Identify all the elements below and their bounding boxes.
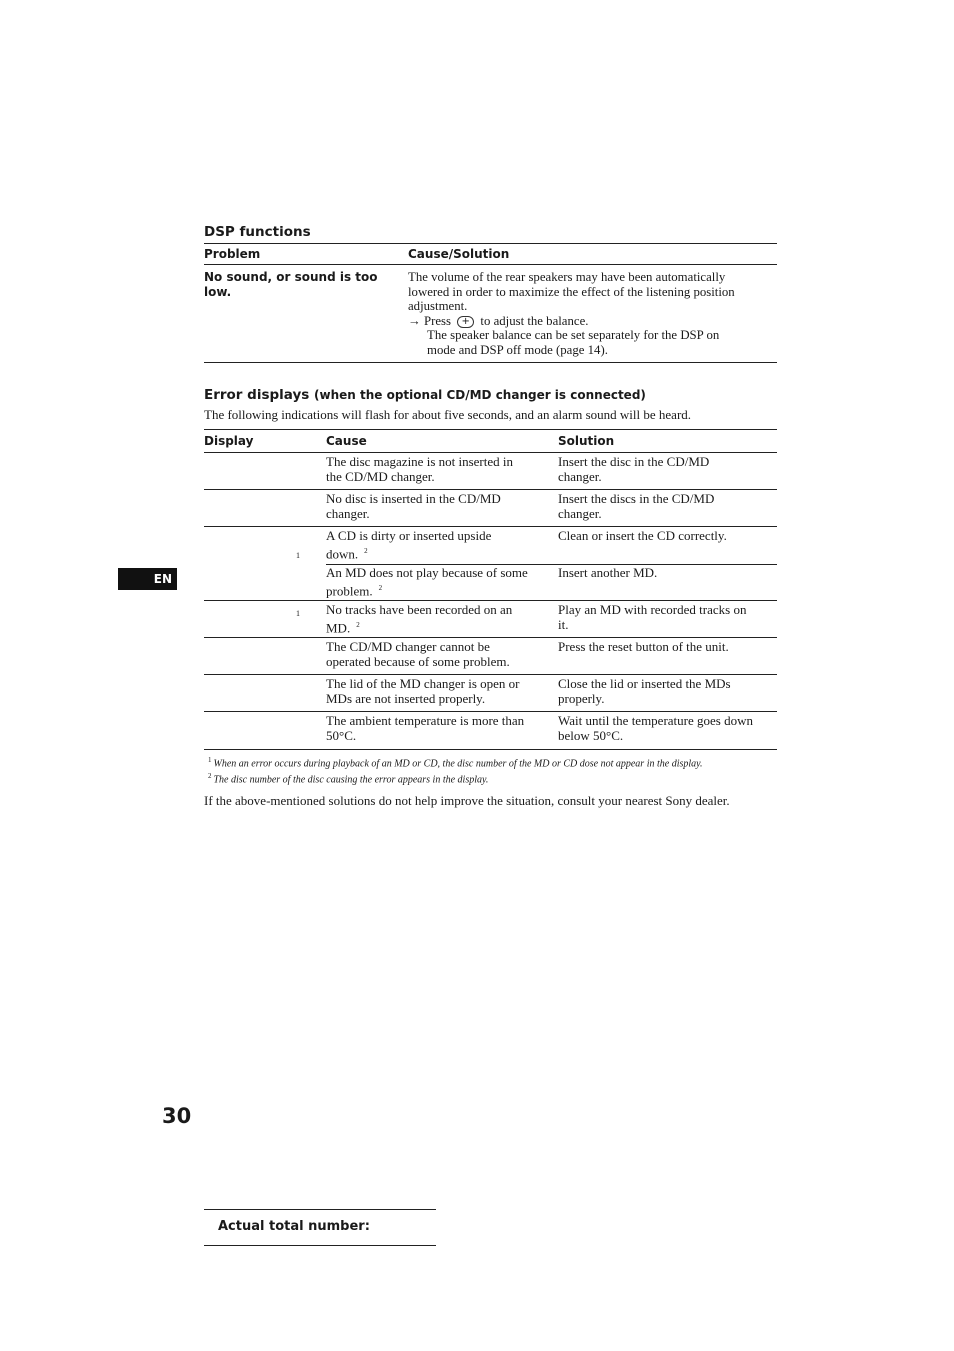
press-suffix: to adjust the balance. [480,313,589,328]
table-row [204,675,777,712]
solution-cell: Press the reset button of the unit. [558,639,729,654]
balance-note-line: mode and DSP off mode (page 14). [427,342,608,357]
footnote-ref: 2 [378,583,383,592]
cause-cell: The disc magazine is not inserted in the CD/MD changer. [326,454,514,484]
display-cell [204,714,326,749]
dsp-table-header [204,244,777,265]
display-cell [204,677,326,711]
cause-solution-header: Cause/Solution [408,247,510,261]
error-table-header [204,430,777,453]
cause-line: The volume of the rear speakers may have been automatically [408,270,726,284]
cause-cell: The ambient temperature is more than 50°C. [326,713,525,743]
cause-line: adjustment. [408,299,468,313]
display-cell [204,455,326,489]
closing-paragraph: If the above-mentioned solutions do not help improve the situation, consult your nearest Sony dealer. [204,793,730,808]
total-label: Actual total number: [218,1219,370,1234]
error-displays-title [204,387,646,403]
plus-button-icon: + [457,316,474,328]
display-cell [204,640,326,674]
dsp-table-row [204,265,777,362]
solution-cell: Clean or insert the CD correctly. [558,528,727,543]
solution-cell: Play an MD with recorded tracks on it. [558,602,747,632]
display-cell [204,566,326,600]
table-row [204,601,777,638]
problem-header: Problem [204,247,261,261]
solution-cell: Insert the disc in the CD/MD changer. [558,454,710,484]
error-title-main: Error displays [204,387,310,403]
footnote: $^2$ The disc number of the disc causing the error appears in the display. [208,772,489,786]
page-number: 30 [162,1104,192,1128]
display-cell [204,603,326,637]
footnote-ref: 2 [356,620,360,629]
solution-cell: Wait until the temperature goes down below 50°C. [558,713,753,743]
display-header: Display [204,434,254,448]
total-box [204,1209,436,1246]
footnotes [208,754,703,787]
dsp-table [204,243,777,363]
solution-cell: Close the lid or inserted the MDs properly. [558,676,731,706]
display-cell [204,492,326,526]
error-intro: The following indications will flash for about five seconds, and an alarm sound will be heard. [204,407,692,422]
cause-cell: The CD/MD changer cannot be operated because of some problem. [326,639,510,669]
cause-cell: No disc is inserted in the CD/MD changer. [326,491,501,521]
cause-header: Cause [326,434,367,448]
balance-note-line: The speaker balance can be set separately for the DSP on [427,328,720,342]
cause-cell: A CD is dirty or inserted upside down. $^2$ [326,528,492,561]
press-prefix: → Press [408,313,452,328]
cause-cell: No tracks have been recorded on an MD. $^2$ [326,602,513,635]
cause-cell: An MD does not play because of some problem. $^2$ [326,565,528,598]
table-row [204,564,777,601]
table-row [204,490,777,527]
language-tab: EN [118,568,177,590]
error-title-sub: (when the optional CD/MD changer is connected) [314,388,646,402]
cause-line: lowered in order to maximize the effect of the listening position [408,284,735,299]
table-row [204,453,777,490]
table-row [204,527,777,564]
table-row [204,638,777,675]
display-cell [204,529,326,564]
display-footnote-ref: 1 [296,609,300,618]
dsp-cause-solution [408,270,777,357]
display-footnote-ref: 1 [296,551,300,560]
solution-cell: Insert another MD. [558,565,658,580]
solution-cell: Insert the discs in the CD/MD changer. [558,491,715,521]
cause-cell: The lid of the MD changer is open or MDs are not inserted properly. [326,676,520,706]
solution-header: Solution [558,434,615,448]
dsp-problem: No sound, or sound is too low. [204,270,378,299]
error-table [204,429,777,750]
row-divider [326,564,777,565]
footnote: $^1$ When an error occurs during playback of an MD or CD, the disc number of the MD or CD dose not appear in the display. [208,756,703,770]
footnote-ref: 2 [364,546,368,555]
dsp-section-title: DSP functions [204,224,311,240]
press-instruction [408,314,777,329]
table-row [204,712,777,750]
